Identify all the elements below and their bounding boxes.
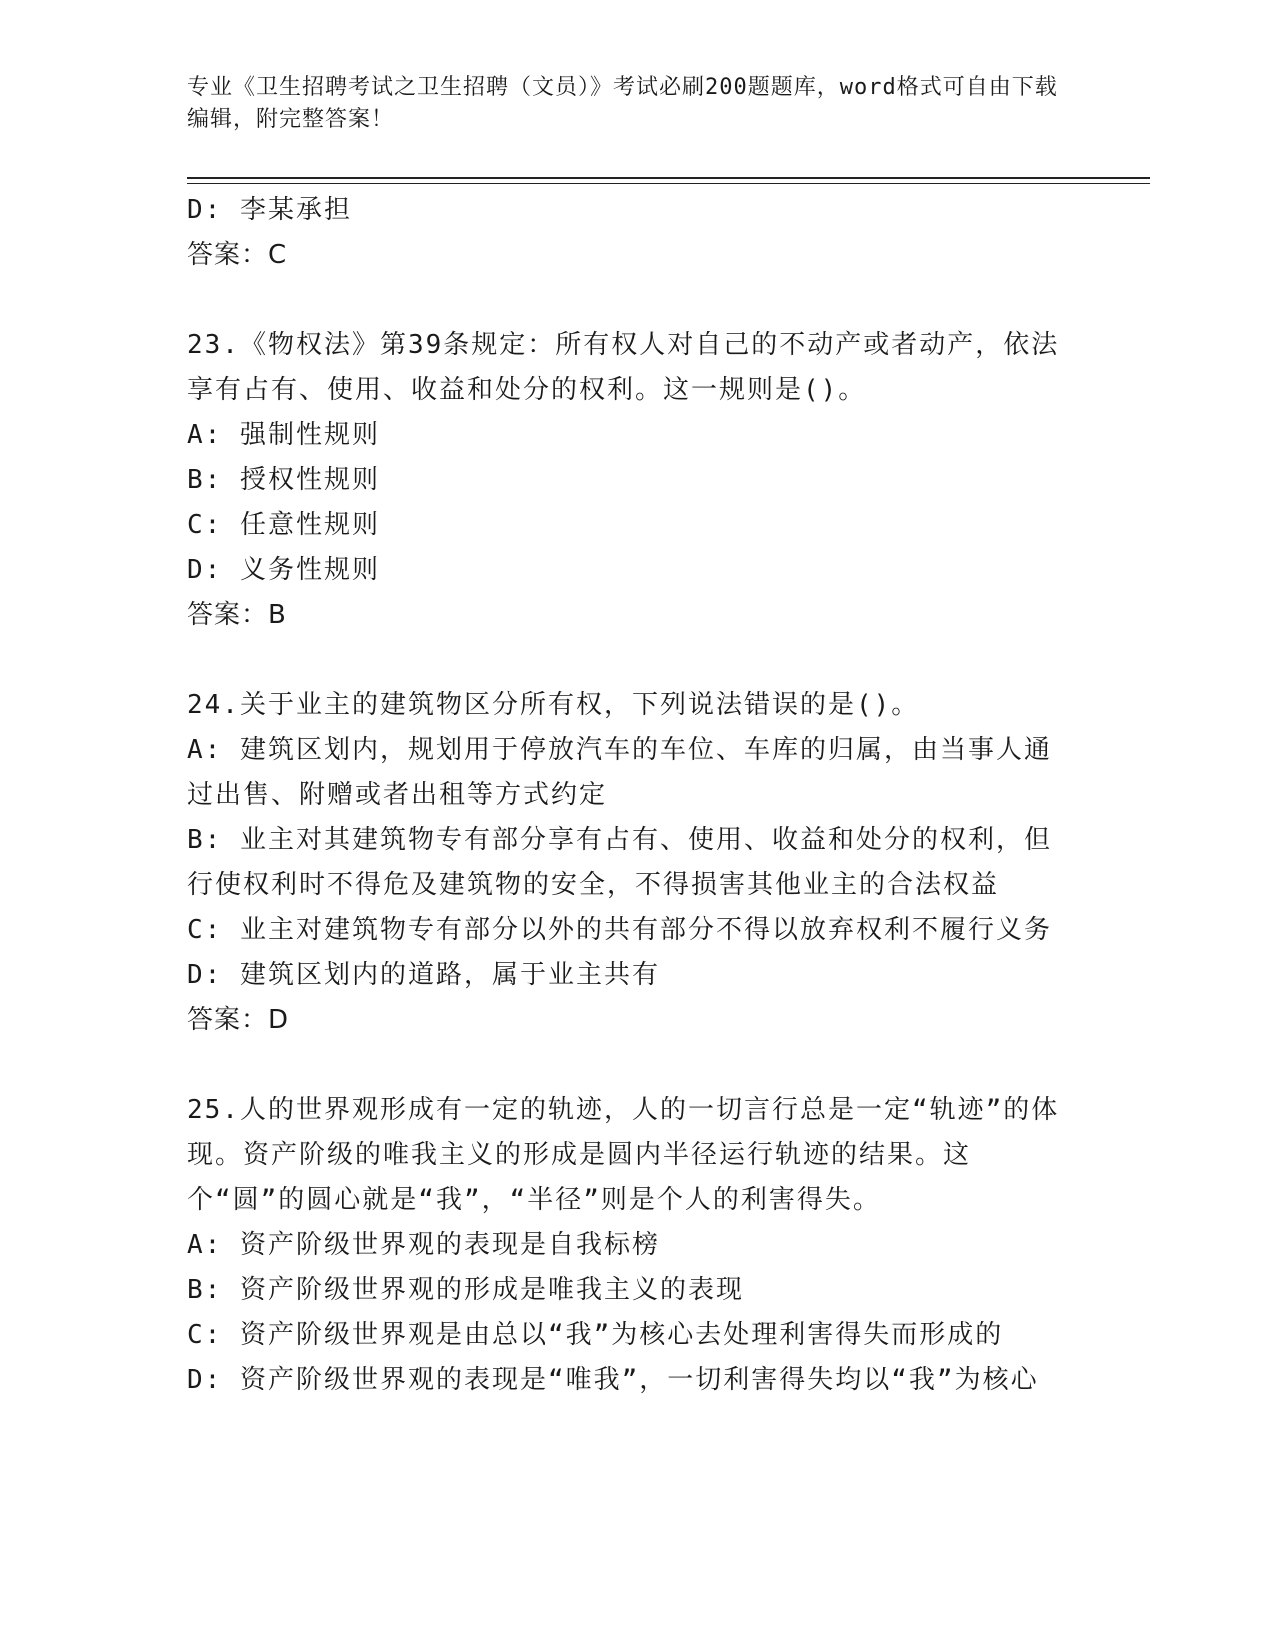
header-divider-bottom — [187, 183, 1150, 184]
option-d: D: 李某承担 — [187, 195, 352, 225]
option-b: B: 资产阶级世界观的形成是唯我主义的表现 — [187, 1275, 744, 1305]
header-divider-top — [187, 177, 1150, 179]
question-stem: 24.关于业主的建筑物区分所有权，下列说法错误的是()。 — [187, 690, 920, 720]
option-a: A: 资产阶级世界观的表现是自我标榜 — [187, 1230, 660, 1260]
page-header: 专业《卫生招聘考试之卫生招聘（文员）》考试必刷200题题库，word格式可自由下载编辑，附完整答案！ — [187, 75, 1058, 132]
question-stem: 23.《物权法》第39条规定：所有权人对自己的不动产或者动产，依法享有占有、使用、收益和处分的权利。这一规则是()。 — [187, 330, 1060, 405]
question-24 — [187, 683, 1067, 1043]
option-c: C: 任意性规则 — [187, 510, 380, 540]
option-d: D: 资产阶级世界观的表现是“唯我”，一切利害得失均以“我”为核心 — [187, 1365, 1039, 1395]
question-stem: 25.人的世界观形成有一定的轨迹，人的一切言行总是一定“轨迹”的体现。资产阶级的唯我主义的形成是圆内半径运行轨迹的结果。这个“圆”的圆心就是“我”，“半径”则是个人的利害得失。 — [187, 1095, 1060, 1215]
document-body — [187, 188, 1067, 1403]
option-b: B: 业主对其建筑物专有部分享有占有、使用、收益和处分的权利，但行使权利时不得危及建筑物的安全，不得损害其他业主的合法权益 — [187, 825, 1052, 900]
option-a: A: 强制性规则 — [187, 420, 380, 450]
answer-line: 答案：D — [187, 1005, 290, 1035]
question-23 — [187, 323, 1067, 638]
spacer — [187, 1043, 1067, 1088]
answer-line: 答案：C — [187, 240, 288, 270]
spacer — [187, 638, 1067, 683]
question-25 — [187, 1088, 1067, 1403]
option-a: A: 建筑区划内，规划用于停放汽车的车位、车库的归属，由当事人通过出售、附赠或者出租等方式约定 — [187, 735, 1052, 810]
question-22-tail — [187, 188, 1067, 278]
option-d: D: 义务性规则 — [187, 555, 380, 585]
option-b: B: 授权性规则 — [187, 465, 380, 495]
option-d: D: 建筑区划内的道路，属于业主共有 — [187, 960, 660, 990]
option-c: C: 业主对建筑物专有部分以外的共有部分不得以放弃权利不履行义务 — [187, 915, 1052, 945]
option-c: C: 资产阶级世界观是由总以“我”为核心去处理利害得失而形成的 — [187, 1320, 1004, 1350]
answer-line: 答案：B — [187, 600, 287, 630]
spacer — [187, 278, 1067, 323]
